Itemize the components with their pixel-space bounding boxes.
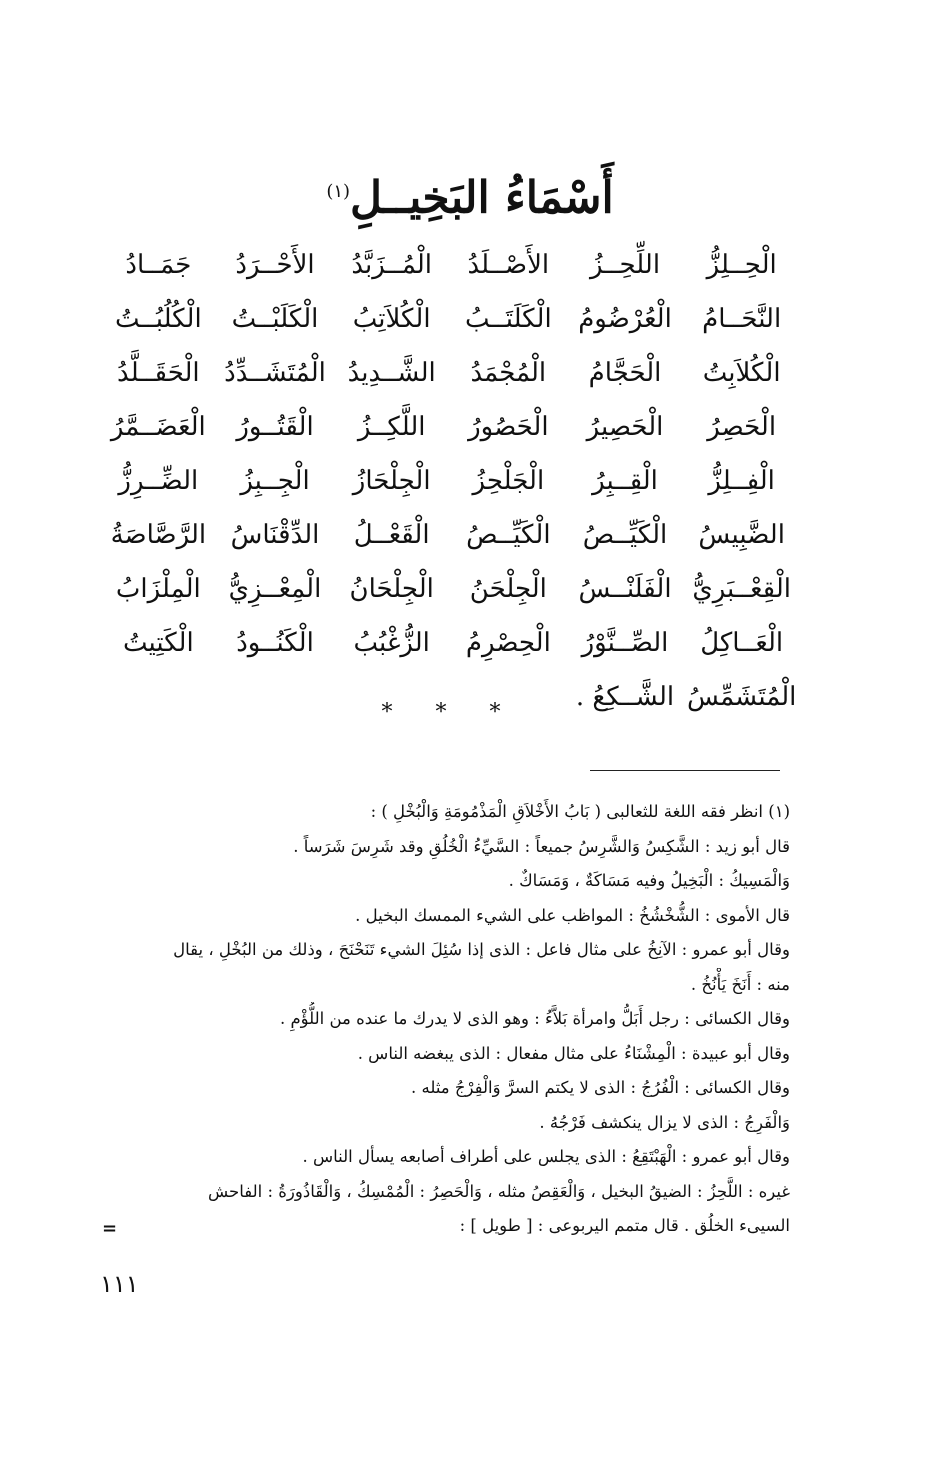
name-entry: الْكَيِّــصُ: [466, 520, 551, 550]
name-entry: الْحَصُورُ: [468, 412, 549, 442]
name-entry: اللِّحِــزُ: [589, 250, 661, 280]
page-title: [200, 162, 740, 229]
name-entry: الْحَقَــلَّدُ: [117, 358, 200, 388]
name-entry: الْمُتَشَــدِّدُ: [224, 358, 326, 388]
name-entry: الْقِــبِرُ: [592, 466, 658, 496]
name-entry: الشَّــكِعُ .: [575, 682, 675, 712]
name-entry: الْمُجْمَدُ: [470, 358, 547, 388]
name-entry: الْمِعْــزِيُّ: [228, 574, 322, 604]
name-entry: الْجِلْحَانُ: [349, 574, 434, 604]
title-text: أَسْمَاءُ البَخِيــلِ: [350, 172, 614, 224]
name-entry: الْجِلْحَازُ: [352, 466, 431, 496]
name-entry: الزُّغْبُبُ: [353, 628, 430, 658]
name-entry: الْكَيِّــصُ: [582, 520, 668, 550]
footnote-line: وَالْفَرِجُ : الذى لا يزال ينكشف فَرْجُهُ .: [539, 1112, 790, 1132]
names-row: [100, 238, 800, 292]
name-entry: الشَّــدِيدُ: [347, 358, 436, 388]
name-entry: الْعَــاكِلُ: [700, 628, 784, 658]
footnotes: [100, 795, 790, 1244]
name-entry: الْمُتَشَمِّسُ: [686, 682, 797, 712]
name-entry: الْقِعْــبَرِيُّ: [692, 574, 791, 604]
name-entry: اللَّكِــزُ: [357, 412, 426, 442]
name-entry: الْقَتُــورُ: [236, 412, 314, 442]
name-entry: الأَصْــلَدُ: [467, 250, 550, 280]
name-entry: الْعُرْضُومُ: [578, 304, 672, 334]
names-row: [100, 454, 800, 508]
footnote-line: قال أبو زيد : الشَّكِسُ وَالشَّرِسُ جميعاً : السَّيِّءُ الْخُلُقِ وقد شَرِسَ شَرَساً .: [293, 836, 790, 856]
name-entry: الْحَجَّامُ: [588, 358, 662, 388]
footnote-line: منه : أَنَخَ يَأْنُخُ .: [690, 974, 790, 994]
footnote-line: وقال أبو عمرو : الْهَبْتَقِعُ : الذى يجلس على أطراف أصابعه يسأل الناس .: [302, 1147, 790, 1166]
name-entry: الْحَصِرُ: [707, 412, 777, 442]
name-entry: الْكُلاَبِتُ: [702, 358, 781, 388]
name-entry: الْكَتِيتُ: [122, 628, 194, 658]
footnote-line: وقال أبو عمرو : الآنِخُ على مثال فاعل : الذى إذا سُئِلَ الشيء تَنَحْنَحَ ، وذلك من البُخْلِ ، يقال: [173, 940, 790, 959]
name-entry: الْجِلْحَنُ: [469, 574, 547, 604]
name-entry: الْكَنُــودُ: [236, 628, 314, 658]
page-number: ١١١: [100, 1270, 139, 1298]
name-entry: الْحِــلِزُّ: [706, 250, 777, 280]
name-entry: الْحِصْرِمُ: [465, 628, 551, 658]
footnote-rule: [590, 770, 780, 771]
name-entry: الْفَلَنْــسُ: [578, 574, 672, 604]
name-entry: الأَحْــرَدُ: [235, 250, 315, 280]
footnote-line: غيره : اللَّحِزُ : الضيقُ البخيل ، وَالْعَقِصُ مثله ، وَالْحَصِرُ : الْمُمْسِكُ ، وَالْقَاذُورَةُ : الفاحش: [208, 1181, 790, 1201]
name-entry: الضِّــرِزُّ: [118, 466, 199, 496]
name-entry: الْعَضَــمَّرُ: [110, 412, 206, 442]
name-entry: الْمِلْزَابُ: [115, 574, 201, 604]
name-entry: الْكَلَتَــبُ: [464, 304, 552, 334]
name-entry: الْكُلاَتِبُ: [352, 304, 431, 334]
name-entry: جَمَــادُ: [125, 250, 192, 280]
name-entry: الضَّبِيسُ: [698, 520, 785, 550]
footnote-line: (١) انظر فقه اللغة للثعالبى ( بَابُ الأَخْلاَقِ الْمَذْمُومَةِ وَالْبُخْلِ ) :: [370, 802, 790, 821]
name-entry: الْحَصِيرُ: [586, 412, 664, 442]
name-entry: الْجَلْحِزُ: [472, 466, 545, 496]
names-row: [100, 562, 800, 616]
footnote-line: السيىء الخلُق . قال متمم اليربوعى : [ طويل ] :: [459, 1216, 790, 1235]
names-row: [100, 292, 800, 346]
footnote-line: وقال الكسائى : رجل أَبَلُّ وامرأة بَلاَّءُ : وهو الذى لا يدرك ما عنده من اللُّؤْمِ .: [279, 1009, 790, 1028]
name-entry: الْفِــلِزُّ: [708, 466, 775, 496]
names-row: [100, 346, 800, 400]
name-entry: الْجِــبِزُ: [240, 466, 310, 496]
footnote-line: قال الأموى : الشُّخْشُخُ : المواظب على الشيء الممسك البخيل .: [355, 905, 790, 925]
name-entry: الْقَعْــلُ: [353, 520, 430, 550]
name-entry: الْمُــزَبَّدُ: [351, 250, 432, 280]
names-row: [100, 400, 800, 454]
name-entry: النَّحَــامُ: [702, 304, 782, 334]
names-grid: [100, 238, 800, 724]
name-entry: الْكُلُبُــتُ: [114, 304, 202, 334]
footnote-line: وقال أبو عبيدة : الْمِشْنَاءُ على مثال مفعال : الذى يبغضه الناس .: [357, 1043, 790, 1063]
name-entry: الرَّصَّاصَةُ: [110, 520, 207, 550]
name-entry: الدِّقْنَاسُ: [230, 520, 320, 550]
name-entry: الصِّــنَّوْرُ: [581, 628, 669, 658]
names-row: [100, 616, 800, 670]
continuation-mark: =: [102, 1218, 118, 1239]
title-footnote-marker: (١): [326, 181, 351, 202]
names-row: [100, 508, 800, 562]
name-entry: الْكَلَبْــتُ: [231, 304, 319, 334]
footnote-line: وقال الكسائى : الْفُرُجُ : الذى لا يكتم السرَّ وَالْفِرْجُ مثله .: [411, 1078, 790, 1097]
footnote-line: وَالْمَسِيكُ : الْبَخِيلُ وفيه مَسَاكَةٌ ، وَمَسَاكٌ .: [508, 871, 790, 890]
section-separator: * * *: [381, 700, 519, 725]
